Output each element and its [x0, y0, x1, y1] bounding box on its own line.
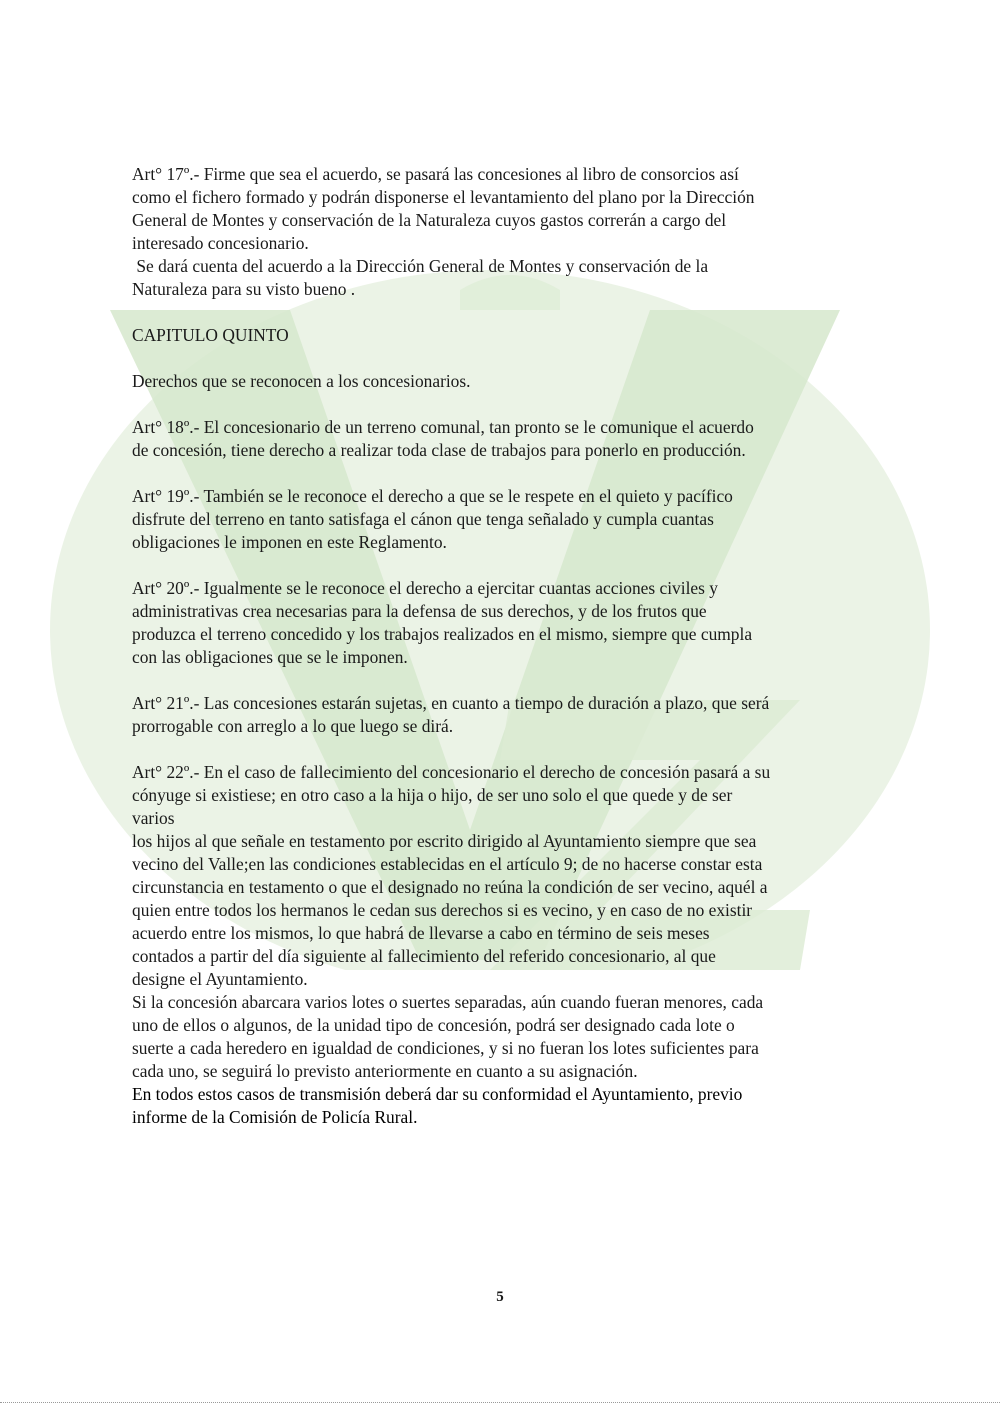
art19-line: obligaciones le imponen en este Reglamento.	[132, 532, 447, 552]
art17-line: General de Montes y conservación de la Naturaleza cuyos gastos correrán a cargo del	[132, 210, 727, 230]
art22-line: contados a partir del día siguiente al fallecimiento del referido concesionario, al que	[132, 946, 716, 966]
chapter-title: CAPITULO QUINTO	[132, 325, 289, 345]
art17-line: Naturaleza para su visto bueno .	[132, 279, 356, 299]
article-20	[132, 577, 872, 669]
article-17	[132, 163, 872, 301]
art18-line: Art° 18º.- El concesionario de un terreno comunal, tan pronto se le comunique el acuerdo	[132, 417, 754, 437]
art22-line: suerte a cada heredero en igualdad de condiciones, y si no fueran los lotes suficientes para	[132, 1038, 759, 1058]
art22-line: cada uno, se seguirá lo previsto anteriormente en cuanto a su asignación.	[132, 1061, 638, 1081]
art17-line: como el fichero formado y podrán disponerse el levantamiento del plano por la Dirección	[132, 187, 755, 207]
art22-line: uno de ellos o algunos, de la unidad tipo de concesión, podrá ser designado cada lote o	[132, 1015, 735, 1035]
art19-line: Art° 19º.- También se le reconoce el derecho a que se le respete en el quieto y pacífico	[132, 486, 733, 506]
art22-line: En todos estos casos de transmisión deberá dar su conformidad el Ayuntamiento, previo	[132, 1084, 743, 1104]
art22-line: acuerdo entre los mismos, lo que habrá de llevarse a cabo en término de seis meses	[132, 923, 710, 943]
art20-line: produzca el terreno concedido y los trabajos realizados en el mismo, siempre que cumpla	[132, 624, 753, 644]
art22-line: Art° 22º.- En el caso de fallecimiento del concesionario el derecho de concesión pasará a su	[132, 762, 771, 782]
art17-line: Art° 17º.- Firme que sea el acuerdo, se pasará las concesiones al libro de consorcios así	[132, 164, 739, 184]
document-body	[132, 163, 872, 1129]
art21-line: prorrogable con arreglo a lo que luego se dirá.	[132, 716, 454, 736]
art17-line: Se dará cuenta del acuerdo a la Dirección General de Montes y conservación de la	[132, 256, 709, 276]
art19-line: disfrute del terreno en tanto satisfaga el cánon que tenga señalado y cumpla cuantas	[132, 509, 714, 529]
page-number: 5	[496, 1289, 504, 1305]
art20-line: administrativas crea necesarias para la defensa de sus derechos, y de los frutos que	[132, 601, 707, 621]
art22-line: quien entre todos los hermanos le cedan sus derechos si es vecino, y en caso de no existir	[132, 900, 753, 920]
art22-line: varios	[132, 808, 175, 828]
article-21	[132, 692, 872, 738]
art22-line: cónyuge si existiese; en otro caso a la hija o hijo, de ser uno solo el que quede y de ser	[132, 785, 733, 805]
article-19	[132, 485, 872, 554]
art20-line: con las obligaciones que se le imponen.	[132, 647, 408, 667]
art22-line: vecino del Valle;en las condiciones establecidas en el artículo 9; de no hacerse constar esta	[132, 854, 763, 874]
footer-divider	[0, 1399, 1000, 1403]
art22-line: los hijos al que señale en testamento por escrito dirigido al Ayuntamiento siempre que sea	[132, 831, 757, 851]
art17-line: interesado concesionario.	[132, 233, 309, 253]
art22-line: circunstancia en testamento o que el designado no reúna la condición de ser vecino, aquél a	[132, 877, 768, 897]
art18-line: de concesión, tiene derecho a realizar toda clase de trabajos para ponerlo en producción.	[132, 440, 746, 460]
art22-line: designe el Ayuntamiento.	[132, 969, 308, 989]
article-22	[132, 761, 872, 1129]
chapter-subtitle: Derechos que se reconocen a los concesionarios.	[132, 371, 471, 391]
art22-line: informe de la Comisión de Policía Rural.	[132, 1107, 418, 1127]
art21-line: Art° 21º.- Las concesiones estarán sujetas, en cuanto a tiempo de duración a plazo, que será	[132, 693, 770, 713]
article-18	[132, 416, 872, 462]
art22-line: Si la concesión abarcara varios lotes o suertes separadas, aún cuando fueran menores, cada	[132, 992, 764, 1012]
art20-line: Art° 20º.- Igualmente se le reconoce el derecho a ejercitar cuantas acciones civiles y	[132, 578, 718, 598]
